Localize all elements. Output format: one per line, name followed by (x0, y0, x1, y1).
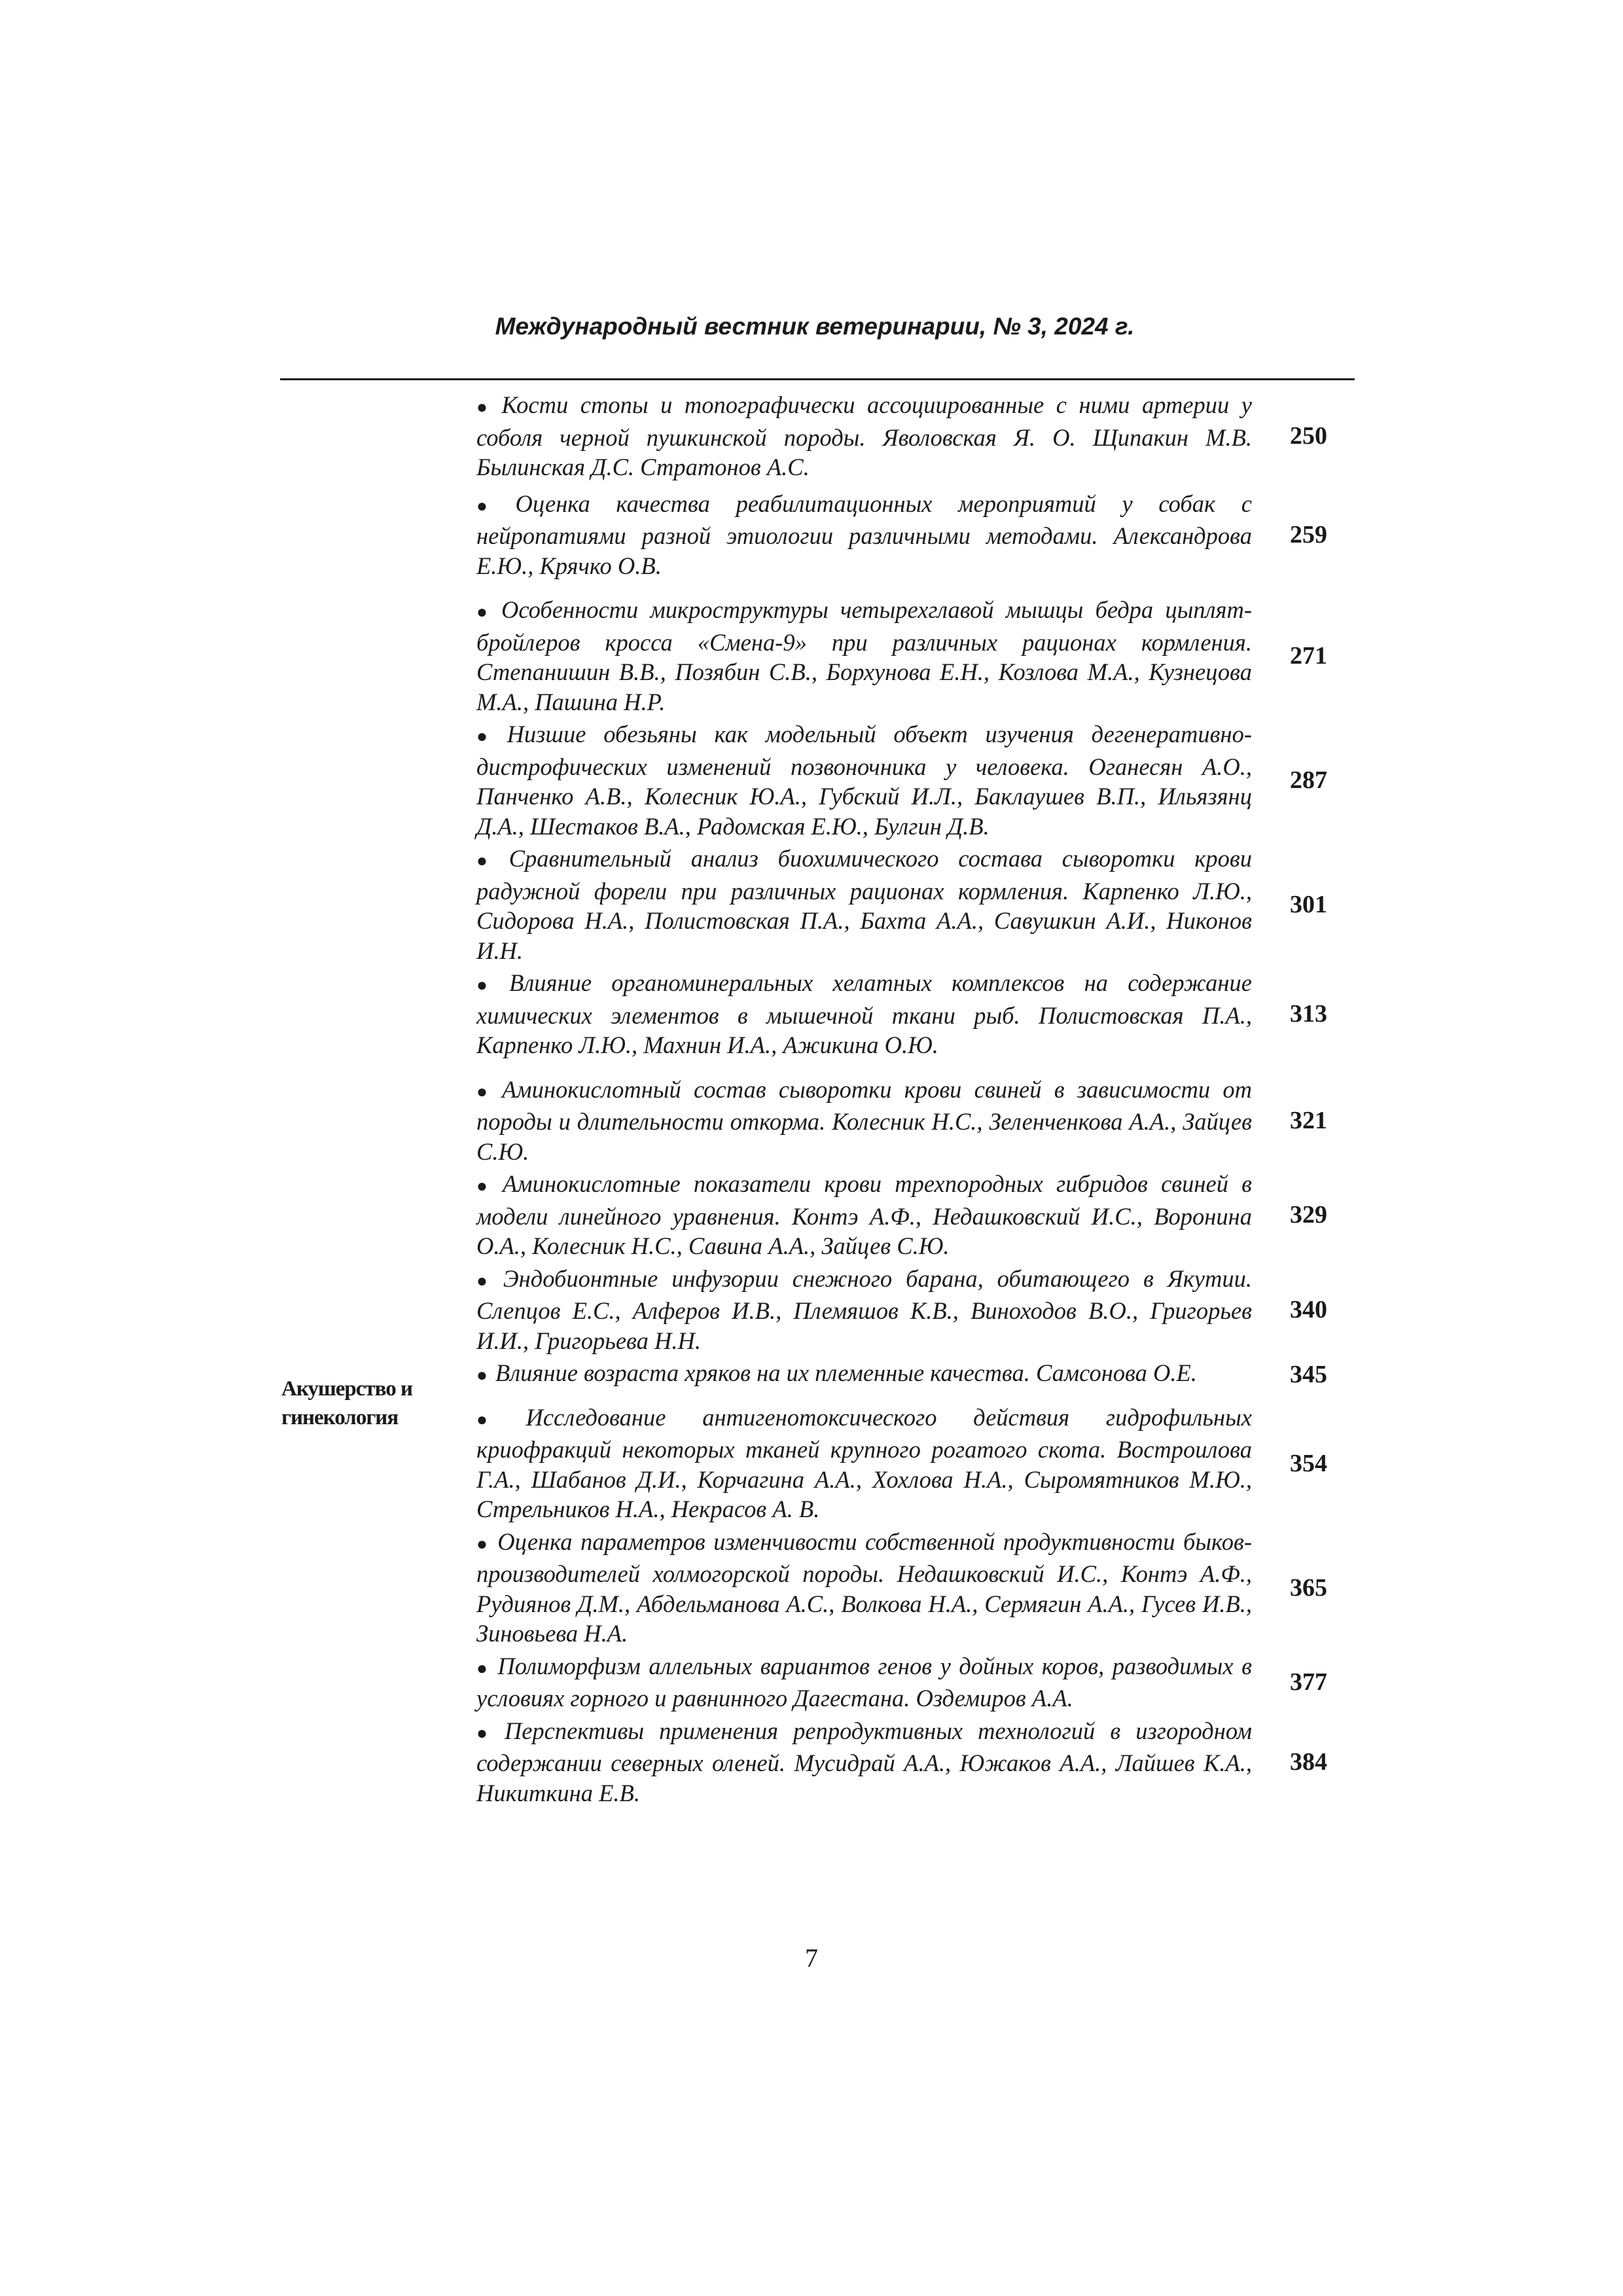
entry-text (476, 1358, 1252, 1391)
bullet-icon: ● (476, 1658, 490, 1679)
entry-page-number: 321 (1290, 1106, 1327, 1134)
entry-text (476, 968, 1252, 1060)
entry-page-number: 345 (1290, 1360, 1327, 1388)
bullet-icon: ● (476, 1534, 490, 1554)
toc-entry (476, 1403, 1327, 1524)
entry-text (476, 1651, 1252, 1713)
entry-title: Низшие обезьяны как модельный объект изучения дегенеративно-дистрофических изменений позвоночника у человека. Оганесян А.О., Панченко А.В., Колесник Ю.А., Губский И.Л., Баклаушев В.П., Ильязянц Д.А., Шестаков В.А., Радомская Е.Ю., Булгин Д.В. (476, 721, 1252, 840)
entry-text (476, 719, 1252, 841)
entry-text (476, 1716, 1252, 1808)
entry-title: Оценка качества реабилитационных мероприятий у собак с нейропатиями разной этиологии различными методами. Александрова Е.Ю., Крячко О.В. (476, 490, 1252, 579)
toc-entry (476, 1264, 1327, 1356)
toc-entry (476, 390, 1327, 482)
bullet-icon: ● (476, 1270, 495, 1291)
entry-title: Влияние органоминеральных хелатных комплексов на содержание химических элементов в мышечной ткани рыб. Полистовская П.А., Карпенко Л.Ю., Махнин И.А., Ажикина О.Ю. (476, 969, 1252, 1058)
toc-entry (476, 1651, 1327, 1713)
entry-title: Перспективы применения репродуктивных технологий в изгородном содержании северных оленей. Мусидрай А.А., Южаков А.А., Лайшев К.А., Никиткина Е.В. (476, 1717, 1252, 1806)
toc-entry (476, 1716, 1327, 1808)
entry-page-number: 365 (1290, 1573, 1327, 1602)
entry-title: Аминокислотный состав сыворотки крови свиней в зависимости от породы и длительности откорма. Колесник Н.С., Зеленченкова А.А., Зайцев С.Ю. (476, 1075, 1252, 1165)
bullet-icon: ● (476, 397, 494, 418)
toc-entries (476, 390, 1327, 1808)
entry-title: Влияние возраста хряков на их племенные качества. Самсонова О.Е. (495, 1359, 1197, 1386)
entry-page-number: 250 (1290, 422, 1327, 450)
bullet-icon: ● (476, 1365, 488, 1386)
toc-entry (476, 1527, 1327, 1649)
entry-title: Оценка параметров изменчивости собственной продуктивности быков-производителей холмогорской породы. Недашковский И.С., Контэ А.Ф., Рудиянов Д.М., Абдельманова А.С., Волкова Н.А., Сермягин А.А., Гусев И.В., Зиновьева Н.А. (476, 1528, 1252, 1647)
entry-title: Сравнительный анализ биохимического состава сыворотки крови радужной форели при различных рационах кормления. Карпенко Л.Ю., Сидорова Н.А., Полистовская П.А., Бахта А.А., Савушкин А.И., Никонов И.Н. (476, 845, 1252, 964)
page-number: 7 (805, 1943, 818, 1973)
bullet-icon: ● (476, 975, 502, 996)
entry-title: Аминокислотные показатели крови трехпородных гибридов свиней в модели линейного уравнения. Контэ А.Ф., Недашковский И.С., Воронина О.А., Колесник Н.С., Савина А.А., Зайцев С.Ю. (476, 1170, 1252, 1259)
entry-text (476, 1403, 1252, 1524)
toc-entry (476, 968, 1327, 1060)
bullet-icon: ● (476, 851, 501, 871)
entry-title: Кости стопы и топографически ассоциированные с ними артерии у соболя черной пушкинской породы. Яволовская Я. О. Щипакин М.В. Былинская Д.С. Стратонов А.С. (476, 391, 1252, 480)
entry-page-number: 377 (1290, 1668, 1327, 1696)
toc-entry (476, 719, 1327, 841)
toc-entry (476, 595, 1327, 717)
bullet-icon: ● (476, 1723, 497, 1744)
bullet-icon: ● (476, 1176, 495, 1196)
section-label: Акушерство и гинекология (281, 1377, 412, 1429)
bullet-icon: ● (476, 726, 499, 747)
entry-page-number: 287 (1290, 766, 1327, 794)
entry-page-number: 384 (1290, 1748, 1327, 1776)
toc-entry (476, 1358, 1327, 1391)
toc-entry (476, 1169, 1327, 1261)
entry-text (476, 390, 1252, 482)
entry-title: Полиморфизм аллельных вариантов генов у дойных коров, разводимых в условиях горного и равнинного Дагестана. Оздемиров А.А. (476, 1652, 1252, 1712)
entry-page-number: 259 (1290, 520, 1327, 548)
bullet-icon: ● (476, 1409, 518, 1430)
entry-page-number: 329 (1290, 1201, 1327, 1229)
bullet-icon: ● (476, 495, 508, 516)
entry-text (476, 1527, 1252, 1649)
entry-text (476, 1075, 1252, 1167)
entry-text (476, 1264, 1252, 1356)
toc-entry (476, 1075, 1327, 1167)
entry-page-number: 340 (1290, 1295, 1327, 1323)
bullet-icon: ● (476, 1081, 494, 1102)
bullet-icon: ● (476, 602, 493, 622)
entry-title: Исследование антигенотоксического действия гидрофильных криофракций некоторых тканей крупного рогатого скота. Востроилова Г.А., Шабанов Д.И., Корчагина А.А., Хохлова Н.А., Сыромятников М.Ю., Стрельников Н.А., Некрасов А. В. (476, 1403, 1253, 1522)
entry-text (476, 489, 1252, 581)
entry-title: Эндобионтные инфузории снежного барана, обитающего в Якутии. Слепцов Е.С., Алферов И.В., Племяшов К.В., Виноходов В.О., Григорьев И.И., Григорьева Н.Н. (476, 1265, 1252, 1354)
toc-entry (476, 844, 1327, 965)
entry-page-number: 313 (1290, 1000, 1327, 1028)
entry-page-number: 271 (1290, 642, 1327, 670)
entry-title: Особенности микроструктуры четырехглавой мышцы бедра цыплят-бройлеров кросса «Смена-9» при различных рационах кормления. Степанишин В.В., Позябин С.В., Борхунова Е.Н., Козлова М.А., Кузнецова М.А., Пашина Н.Р. (476, 596, 1252, 715)
entry-text (476, 1169, 1252, 1261)
header-rule (280, 378, 1355, 380)
entry-page-number: 301 (1290, 891, 1327, 918)
journal-header: Международный вестник ветеринарии, № 3, 2024 г. (495, 313, 1135, 340)
entry-text (476, 595, 1252, 717)
entry-text (476, 844, 1252, 965)
toc-entry (476, 489, 1327, 581)
entry-page-number: 354 (1290, 1449, 1327, 1477)
